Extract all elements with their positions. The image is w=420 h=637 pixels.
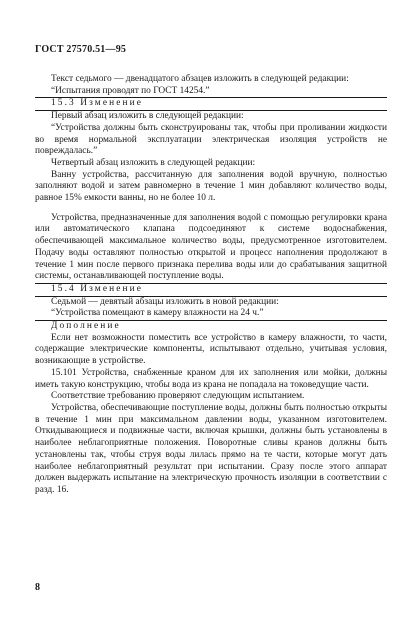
section-heading: 15.4 Изменение bbox=[51, 283, 143, 294]
boxed-block bbox=[35, 86, 387, 99]
page-number: 8 bbox=[35, 582, 40, 593]
boxed-heading-block bbox=[35, 283, 387, 297]
paragraph: Текст седьмого — двенадцатого абзацев изложить в следующей редакции: bbox=[51, 74, 349, 84]
document-body bbox=[35, 70, 387, 497]
section-heading: 15.3 Изменение bbox=[51, 98, 143, 109]
boxed-block bbox=[35, 308, 387, 321]
paragraph: Первый абзац изложить в следующей редакции: bbox=[51, 111, 244, 122]
quoted-paragraph: “Устройства должны быть сконструированы так, чтобы при проливании жидкости во время нормальной эксплуатации электрическая изоляция устройств не повреждалась.” bbox=[35, 122, 387, 157]
boxed-heading-block bbox=[35, 98, 387, 111]
paragraph: Седьмой — девятый абзацы изложить в новой редакции: bbox=[51, 296, 279, 307]
section-heading: Дополнение bbox=[51, 321, 121, 332]
quoted-paragraph: “Устройства помещают в камеру влажности на 24 ч.” bbox=[51, 308, 264, 319]
paragraph: Соответствие требованию проверяют следующим испытанием. bbox=[51, 391, 305, 402]
paragraph: 15.101 Устройства, снабженные краном для их заполнения или мойки, должны иметь такую конструкцию, чтобы вода из крана не попадала на токоведущие части. bbox=[35, 367, 387, 390]
paragraph: Устройства, обеспечивающие поступление воды, должны быть полностью открыты в течение 1 мин при максимальном давлении воды, указанном изготовителем. Откидывающиеся и подвижные части, включая крышки, должны быть установлены в наиболее неблагоприятные положения. Поворотные сливы кранов должны быть установлены так, чтобы струя воды лилась прямо на те части, которые могут дать наиболее неблагоприятный результат при испытании. Сразу после этого аппарат должен выдержать испытание на электрическую прочность изоляции в соответствии с разд. 16. bbox=[35, 402, 387, 495]
paragraph: Устройства, предназначенные для заполнения водой с помощью регулировки крана или автоматического клапана подсоединяют к системе водоснабжения, обеспечивающей максимальное количество воды, предусмотренное изготовителем. Подачу воды оставляют полностью открытой и процесс наполнения продолжают в течение 1 мин после первого признака перелива воды или до срабатывания защитной системы, останавливающей поступление воды. bbox=[35, 212, 387, 282]
paragraph: Четвертый абзац изложить в следующей редакции: bbox=[51, 157, 256, 168]
quoted-paragraph: “Испытания проводят по ГОСТ 14254.” bbox=[51, 85, 210, 96]
paragraph: Ванну устройства, рассчитанную для заполнения водой вручную, полностью заполняют водой и затем равномерно в течение 1 мин добавляют количество воды, равное 15% емкости ванны, но не более 10 л. bbox=[35, 169, 387, 204]
paragraph: Если нет возможности поместить все устройство в камеру влажности, то части, содержащие электрические компоненты, испытывают отдельно, учитывая условия, возникающие в устройстве. bbox=[35, 332, 387, 367]
document-header: ГОСТ 27570.51—95 bbox=[35, 44, 127, 55]
